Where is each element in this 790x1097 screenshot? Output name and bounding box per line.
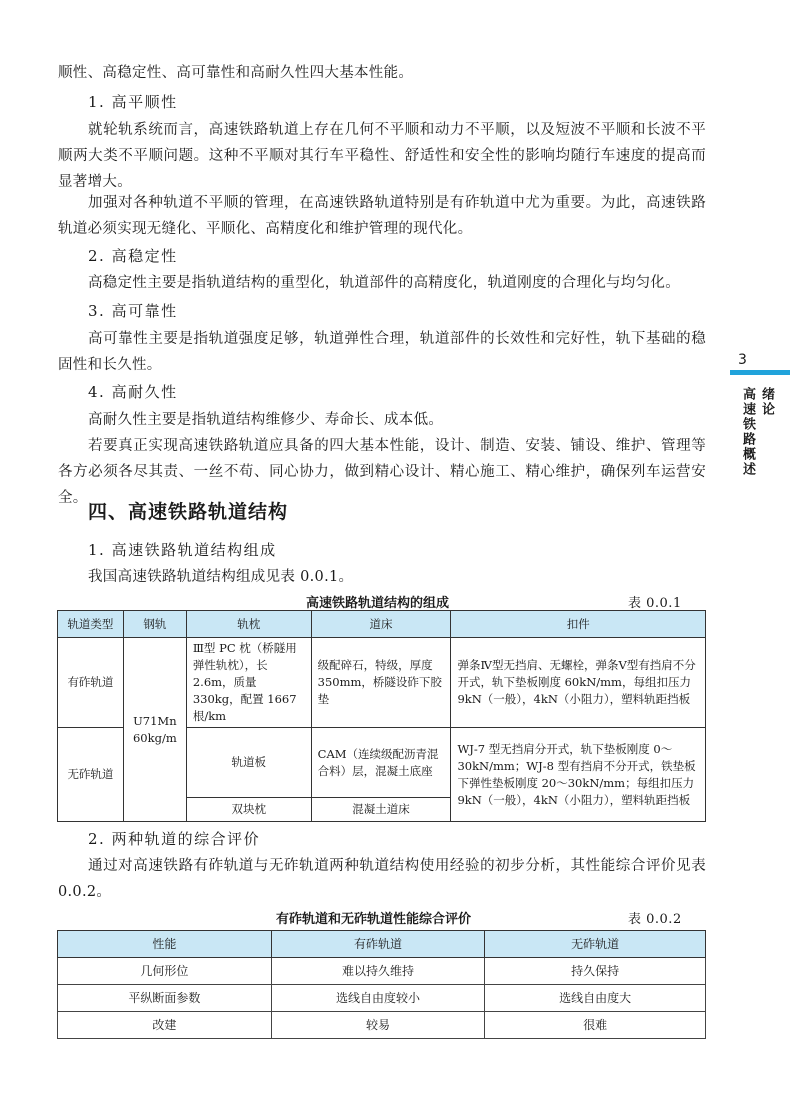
table-cell: 选线自由度大 — [485, 985, 706, 1012]
page-number: 3 — [738, 352, 747, 368]
table-cell: 较易 — [271, 1012, 485, 1039]
table-cell: 持久保持 — [485, 958, 706, 985]
table2-number: 表 0.0.2 — [628, 912, 682, 927]
cell-bed: CAM（连续级配沥青混合料）层，混凝土底座 — [311, 728, 451, 798]
table-header-row — [58, 931, 706, 958]
table-cell: 平纵断面参数 — [58, 985, 272, 1012]
chapter-title: 高速铁路概述 — [740, 387, 755, 477]
table2-caption: 有砟轨道和无砟轨道性能综合评价 — [276, 912, 472, 927]
cell-track-type: 有砟轨道 — [58, 638, 124, 728]
table1-caption: 高速铁路轨道结构的组成 — [306, 596, 450, 611]
table-row — [58, 1012, 706, 1039]
table-header: 轨枕 — [186, 611, 311, 638]
chapter-name: 绪论 — [759, 387, 774, 417]
table-header: 性能 — [58, 931, 272, 958]
cell-sleeper: 双块枕 — [186, 798, 311, 822]
paragraph-smoothness-1: 就轮轨系统而言，高速铁路轨道上存在几何不平顺和动力不平顺，以及短波不平顺和长波不平顺两大类不平顺问题。这种不平顺对其行车平稳性、舒适性和安全性的影响均随行车速度的提高而显著增大。 — [58, 122, 706, 190]
paragraph-intro: 顺性、高稳定性、高可靠性和高耐久性四大基本性能。 — [58, 65, 414, 81]
track-structure-table — [57, 610, 706, 822]
table-row — [58, 638, 706, 728]
cell-sleeper: Ⅲ型 PC 枕（桥隧用弹性轨枕），长 2.6m，质量 330kg，配置 1667 根/km — [186, 638, 311, 728]
table-cell: 几何形位 — [58, 958, 272, 985]
paragraph-reliability: 高可靠性主要是指轨道强度足够，轨道弹性合理，轨道部件的长效性和完好性，轨下基础的稳固性和长久性。 — [58, 331, 706, 373]
paragraph-durability: 高耐久性主要是指轨道结构维修少、寿命长、成本低。 — [88, 412, 444, 428]
cell-fastener: 弹条Ⅳ型无挡肩、无螺栓，弹条Ⅴ型有挡肩不分开式，轨下垫板刚度 60kN/mm，每组扣压力 9kN（一般），4kN（小阻力），塑料轨距挡板 — [451, 638, 706, 728]
accent-bar — [730, 370, 790, 375]
table-header: 钢轨 — [123, 611, 186, 638]
cell-bed: 级配碎石，特级，厚度 350mm，桥隧设砟下胶垫 — [311, 638, 451, 728]
heading-high-smoothness: 1. 高平顺性 — [88, 93, 178, 111]
heading-structure-composition: 1. 高速铁路轨道结构组成 — [88, 541, 277, 559]
cell-rail: U71Mn 60kg/m — [123, 638, 186, 822]
heading-high-stability: 2. 高稳定性 — [88, 247, 178, 265]
chapter-side-tab — [738, 352, 790, 537]
cell-bed: 混凝土道床 — [311, 798, 451, 822]
table-header: 无砟轨道 — [485, 931, 706, 958]
cell-fastener: WJ-7 型无挡肩分开式，轨下垫板刚度 0～30kN/mm；WJ-8 型有挡肩不分开式，铁垫板下弹性垫板刚度 20～30kN/mm；每组扣压力 9kN（一般），4kN（小阻力），塑料轨距挡板 — [451, 728, 706, 822]
table-header: 扣件 — [451, 611, 706, 638]
table-header: 有砟轨道 — [271, 931, 485, 958]
cell-track-type: 无砟轨道 — [58, 728, 124, 822]
table-header-row — [58, 611, 706, 638]
paragraph-smoothness-2: 加强对各种轨道不平顺的管理，在高速铁路轨道特别是有砟轨道中尤为重要。为此，高速铁路轨道必须实现无缝化、平顺化、高精度化和维护管理的现代化。 — [58, 195, 706, 237]
heading-high-durability: 4. 高耐久性 — [88, 383, 178, 401]
paragraph-see-table-2: 通过对高速铁路有砟轨道与无砟轨道两种轨道结构使用经验的初步分析，其性能综合评价见表 0.0.2。 — [58, 858, 706, 900]
paragraph-see-table-1: 我国高速铁路轨道结构组成见表 0.0.1。 — [88, 569, 354, 585]
chapter-label — [738, 387, 776, 537]
table-header: 轨道类型 — [58, 611, 124, 638]
performance-evaluation-table — [57, 930, 706, 1039]
section-title: 四、高速铁路轨道结构 — [88, 501, 289, 523]
cell-sleeper: 轨道板 — [186, 728, 311, 798]
table-row — [58, 985, 706, 1012]
table-cell: 很难 — [485, 1012, 706, 1039]
paragraph-stability: 高稳定性主要是指轨道结构的重型化，轨道部件的高精度化，轨道刚度的合理化与均匀化。 — [88, 275, 680, 291]
table1-number: 表 0.0.1 — [628, 596, 682, 611]
table-cell: 难以持久维持 — [271, 958, 485, 985]
table-cell: 选线自由度较小 — [271, 985, 485, 1012]
table-cell: 改建 — [58, 1012, 272, 1039]
table-header: 道床 — [311, 611, 451, 638]
table-row — [58, 958, 706, 985]
paragraph-summary: 若要真正实现高速铁路轨道应具备的四大基本性能，设计、制造、安装、铺设、维护、管理等各方必须各尽其责、一丝不苟、同心协力，做到精心设计、精心施工、精心维护，确保列车运营安全。 — [58, 438, 706, 506]
heading-comprehensive-evaluation: 2. 两种轨道的综合评价 — [88, 830, 261, 848]
heading-high-reliability: 3. 高可靠性 — [88, 302, 178, 320]
